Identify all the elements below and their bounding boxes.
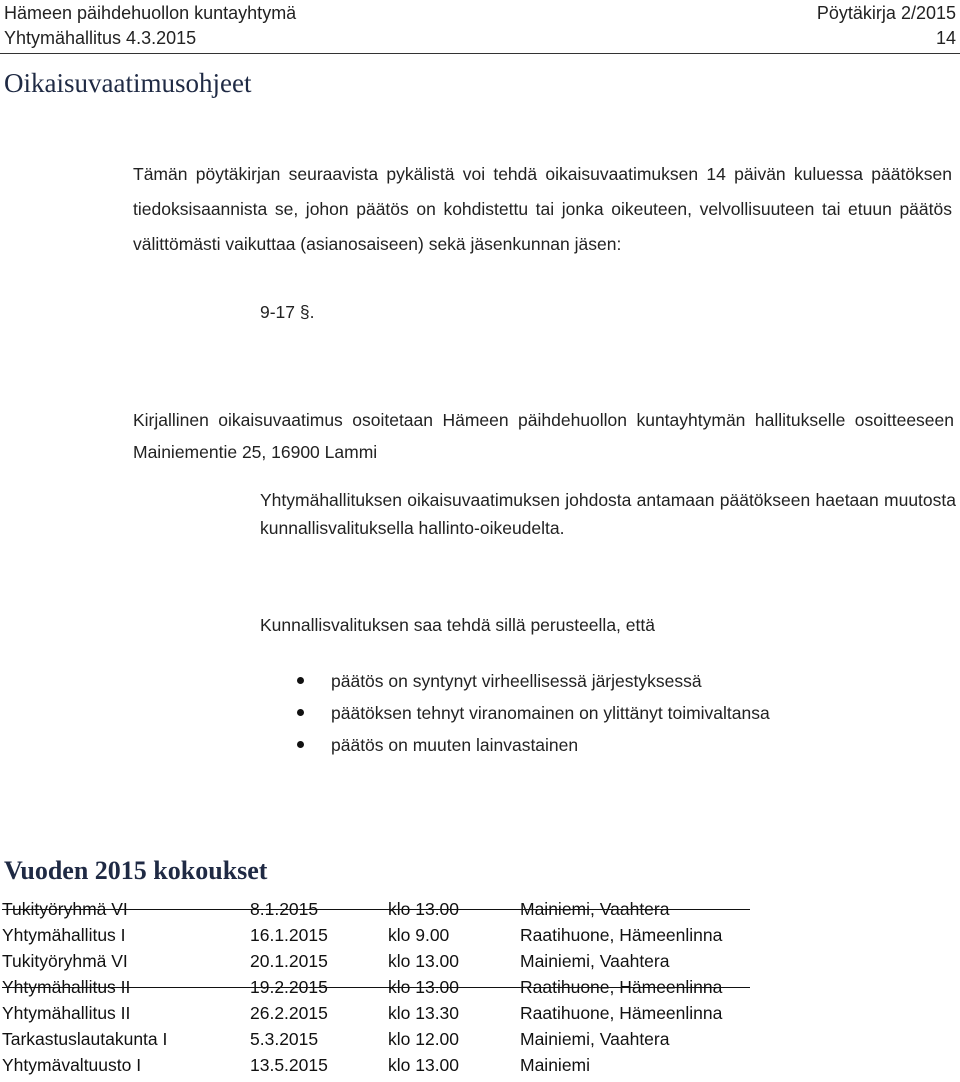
meeting-body: Yhtymähallitus II bbox=[2, 1003, 131, 1023]
meeting-place: Raatihuone, Hämeenlinna bbox=[520, 1003, 723, 1023]
header-meeting: Yhtymähallitus 4.3.2015 bbox=[4, 28, 197, 48]
meeting-body: Yhtymähallitus II bbox=[2, 977, 131, 997]
meeting-time: klo 13.00 bbox=[388, 977, 460, 997]
header-page-number: 14 bbox=[935, 28, 956, 48]
page-title: Oikaisuvaatimusohjeet bbox=[4, 68, 252, 98]
header-line-2 bbox=[4, 29, 956, 47]
meeting-place: Mainiemi, Vaahtera bbox=[520, 899, 670, 919]
meeting-date: 5.3.2015 bbox=[250, 1029, 319, 1049]
header-organization: Hämeen päihdehuollon kuntayhtymä bbox=[4, 3, 297, 23]
meeting-place: Mainiemi bbox=[520, 1055, 591, 1075]
intro-paragraph: Tämän pöytäkirjan seuraavista pykälistä voi tehdä oikaisuvaatimuksen 14 päivän kuluessa päätöksen tiedoksisaannista se, johon päätös on kohdistettu tai jonka oikeuteen, velvollisuuteen tai etuun päätös välittömästi vaikuttaa (asianosaiseen) sekä jäsenkunnan jäsen: bbox=[133, 164, 952, 254]
grounds-list bbox=[300, 665, 770, 761]
bullet-icon bbox=[297, 677, 304, 684]
bullet-icon bbox=[297, 741, 304, 748]
meeting-date: 20.1.2015 bbox=[250, 951, 328, 971]
meeting-body: Tukityöryhmä VI bbox=[2, 899, 128, 919]
meetings-title: Vuoden 2015 kokoukset bbox=[4, 856, 268, 885]
meeting-date: 16.1.2015 bbox=[250, 925, 328, 945]
meeting-date: 13.5.2015 bbox=[250, 1055, 328, 1075]
address-paragraph: Kirjallinen oikaisuvaatimus osoitetaan Hämeen päihdehuollon kuntayhtymän hallitukselle osoitteeseen Mainiementie 25, 16900 Lammi bbox=[133, 410, 954, 462]
meeting-place: Mainiemi, Vaahtera bbox=[520, 1029, 670, 1049]
bullet-icon bbox=[297, 709, 304, 716]
meeting-time: klo 13.00 bbox=[388, 951, 460, 971]
meeting-body: Yhtymähallitus I bbox=[2, 925, 126, 945]
meeting-place: Raatihuone, Hämeenlinna bbox=[520, 977, 723, 997]
section-reference: 9-17 §. bbox=[260, 302, 315, 322]
grounds-intro: Kunnallisvalituksen saa tehdä sillä perusteella, että bbox=[260, 615, 655, 635]
header-line-1 bbox=[4, 4, 956, 22]
meeting-date: 8.1.2015 bbox=[250, 899, 319, 919]
meeting-place: Mainiemi, Vaahtera bbox=[520, 951, 670, 971]
meeting-time: klo 9.00 bbox=[388, 925, 450, 945]
meeting-time: klo 13.00 bbox=[388, 899, 460, 919]
meeting-time: klo 13.00 bbox=[388, 1055, 460, 1075]
meeting-body: Tarkastuslautakunta I bbox=[2, 1029, 168, 1049]
appeal-paragraph: Yhtymähallituksen oikaisuvaatimuksen johdosta antamaan päätökseen haetaan muutosta kunnallisvalituksella hallinto-oikeudelta. bbox=[260, 490, 956, 538]
header-document: Pöytäkirja 2/2015 bbox=[816, 3, 956, 23]
grounds-list-item: päätös on syntynyt virheellisessä järjestyksessä bbox=[300, 665, 770, 697]
meeting-date: 26.2.2015 bbox=[250, 1003, 328, 1023]
meeting-body: Yhtymävaltuusto I bbox=[2, 1055, 142, 1075]
meeting-time: klo 12.00 bbox=[388, 1029, 460, 1049]
meeting-place: Raatihuone, Hämeenlinna bbox=[520, 925, 723, 945]
header-divider bbox=[0, 53, 960, 54]
grounds-list-item: päätöksen tehnyt viranomainen on ylittänyt toimivaltansa bbox=[300, 697, 770, 729]
meeting-body: Tukityöryhmä VI bbox=[2, 951, 128, 971]
meeting-date: 19.2.2015 bbox=[250, 977, 328, 997]
meeting-time: klo 13.30 bbox=[388, 1003, 460, 1023]
grounds-list-item: päätös on muuten lainvastainen bbox=[300, 729, 770, 761]
